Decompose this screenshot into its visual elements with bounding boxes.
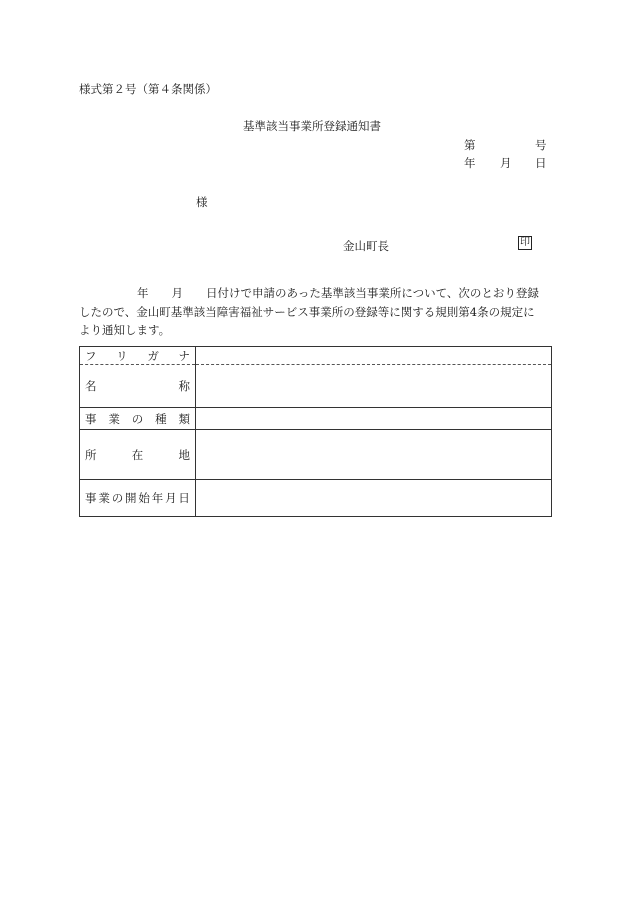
date-month-label: 月 xyxy=(500,156,512,170)
date-year-label: 年 xyxy=(464,156,476,170)
value-start-date[interactable] xyxy=(196,480,552,517)
registration-table xyxy=(79,346,552,517)
table-row-location xyxy=(80,430,552,480)
number-suffix: 号 xyxy=(535,138,547,152)
body-line: 年 月 日付けで申請のあった基準該当事業所について、次のとおり登録 xyxy=(137,286,539,300)
value-location[interactable] xyxy=(196,430,552,480)
value-name[interactable] xyxy=(196,365,552,408)
label-location: 所 在 地 xyxy=(80,430,196,480)
label-start-date: 事 業 の 開 始 年 月 日 xyxy=(80,480,196,517)
seal-stamp: 印 xyxy=(520,237,530,248)
body-line: したので、金山町基準該当障害福祉サービス事業所の登録等に関する規則第4条の規定に xyxy=(79,304,535,319)
label-business-type: 事 業 の 種 類 xyxy=(80,408,196,430)
table-row-start-date xyxy=(80,480,552,517)
value-business-type[interactable] xyxy=(196,408,552,430)
label-name: 名 称 xyxy=(80,365,196,408)
form-number: 様式第２号（第４条関係） xyxy=(79,82,217,96)
document-title: 基準該当事業所登録通知書 xyxy=(243,119,381,133)
body-line: より通知します。 xyxy=(79,323,171,337)
table-row-business-type xyxy=(80,408,552,430)
number-prefix: 第 xyxy=(464,138,476,152)
addressee-suffix: 様 xyxy=(196,195,208,209)
table-row-furigana xyxy=(80,347,552,365)
notice-body xyxy=(79,284,552,340)
date-day-label: 日 xyxy=(535,156,547,170)
table-row-name xyxy=(80,365,552,408)
value-furigana[interactable] xyxy=(196,347,552,365)
label-furigana: フ リ ガ ナ xyxy=(80,347,196,365)
issuer-name: 金山町長 xyxy=(343,239,389,253)
